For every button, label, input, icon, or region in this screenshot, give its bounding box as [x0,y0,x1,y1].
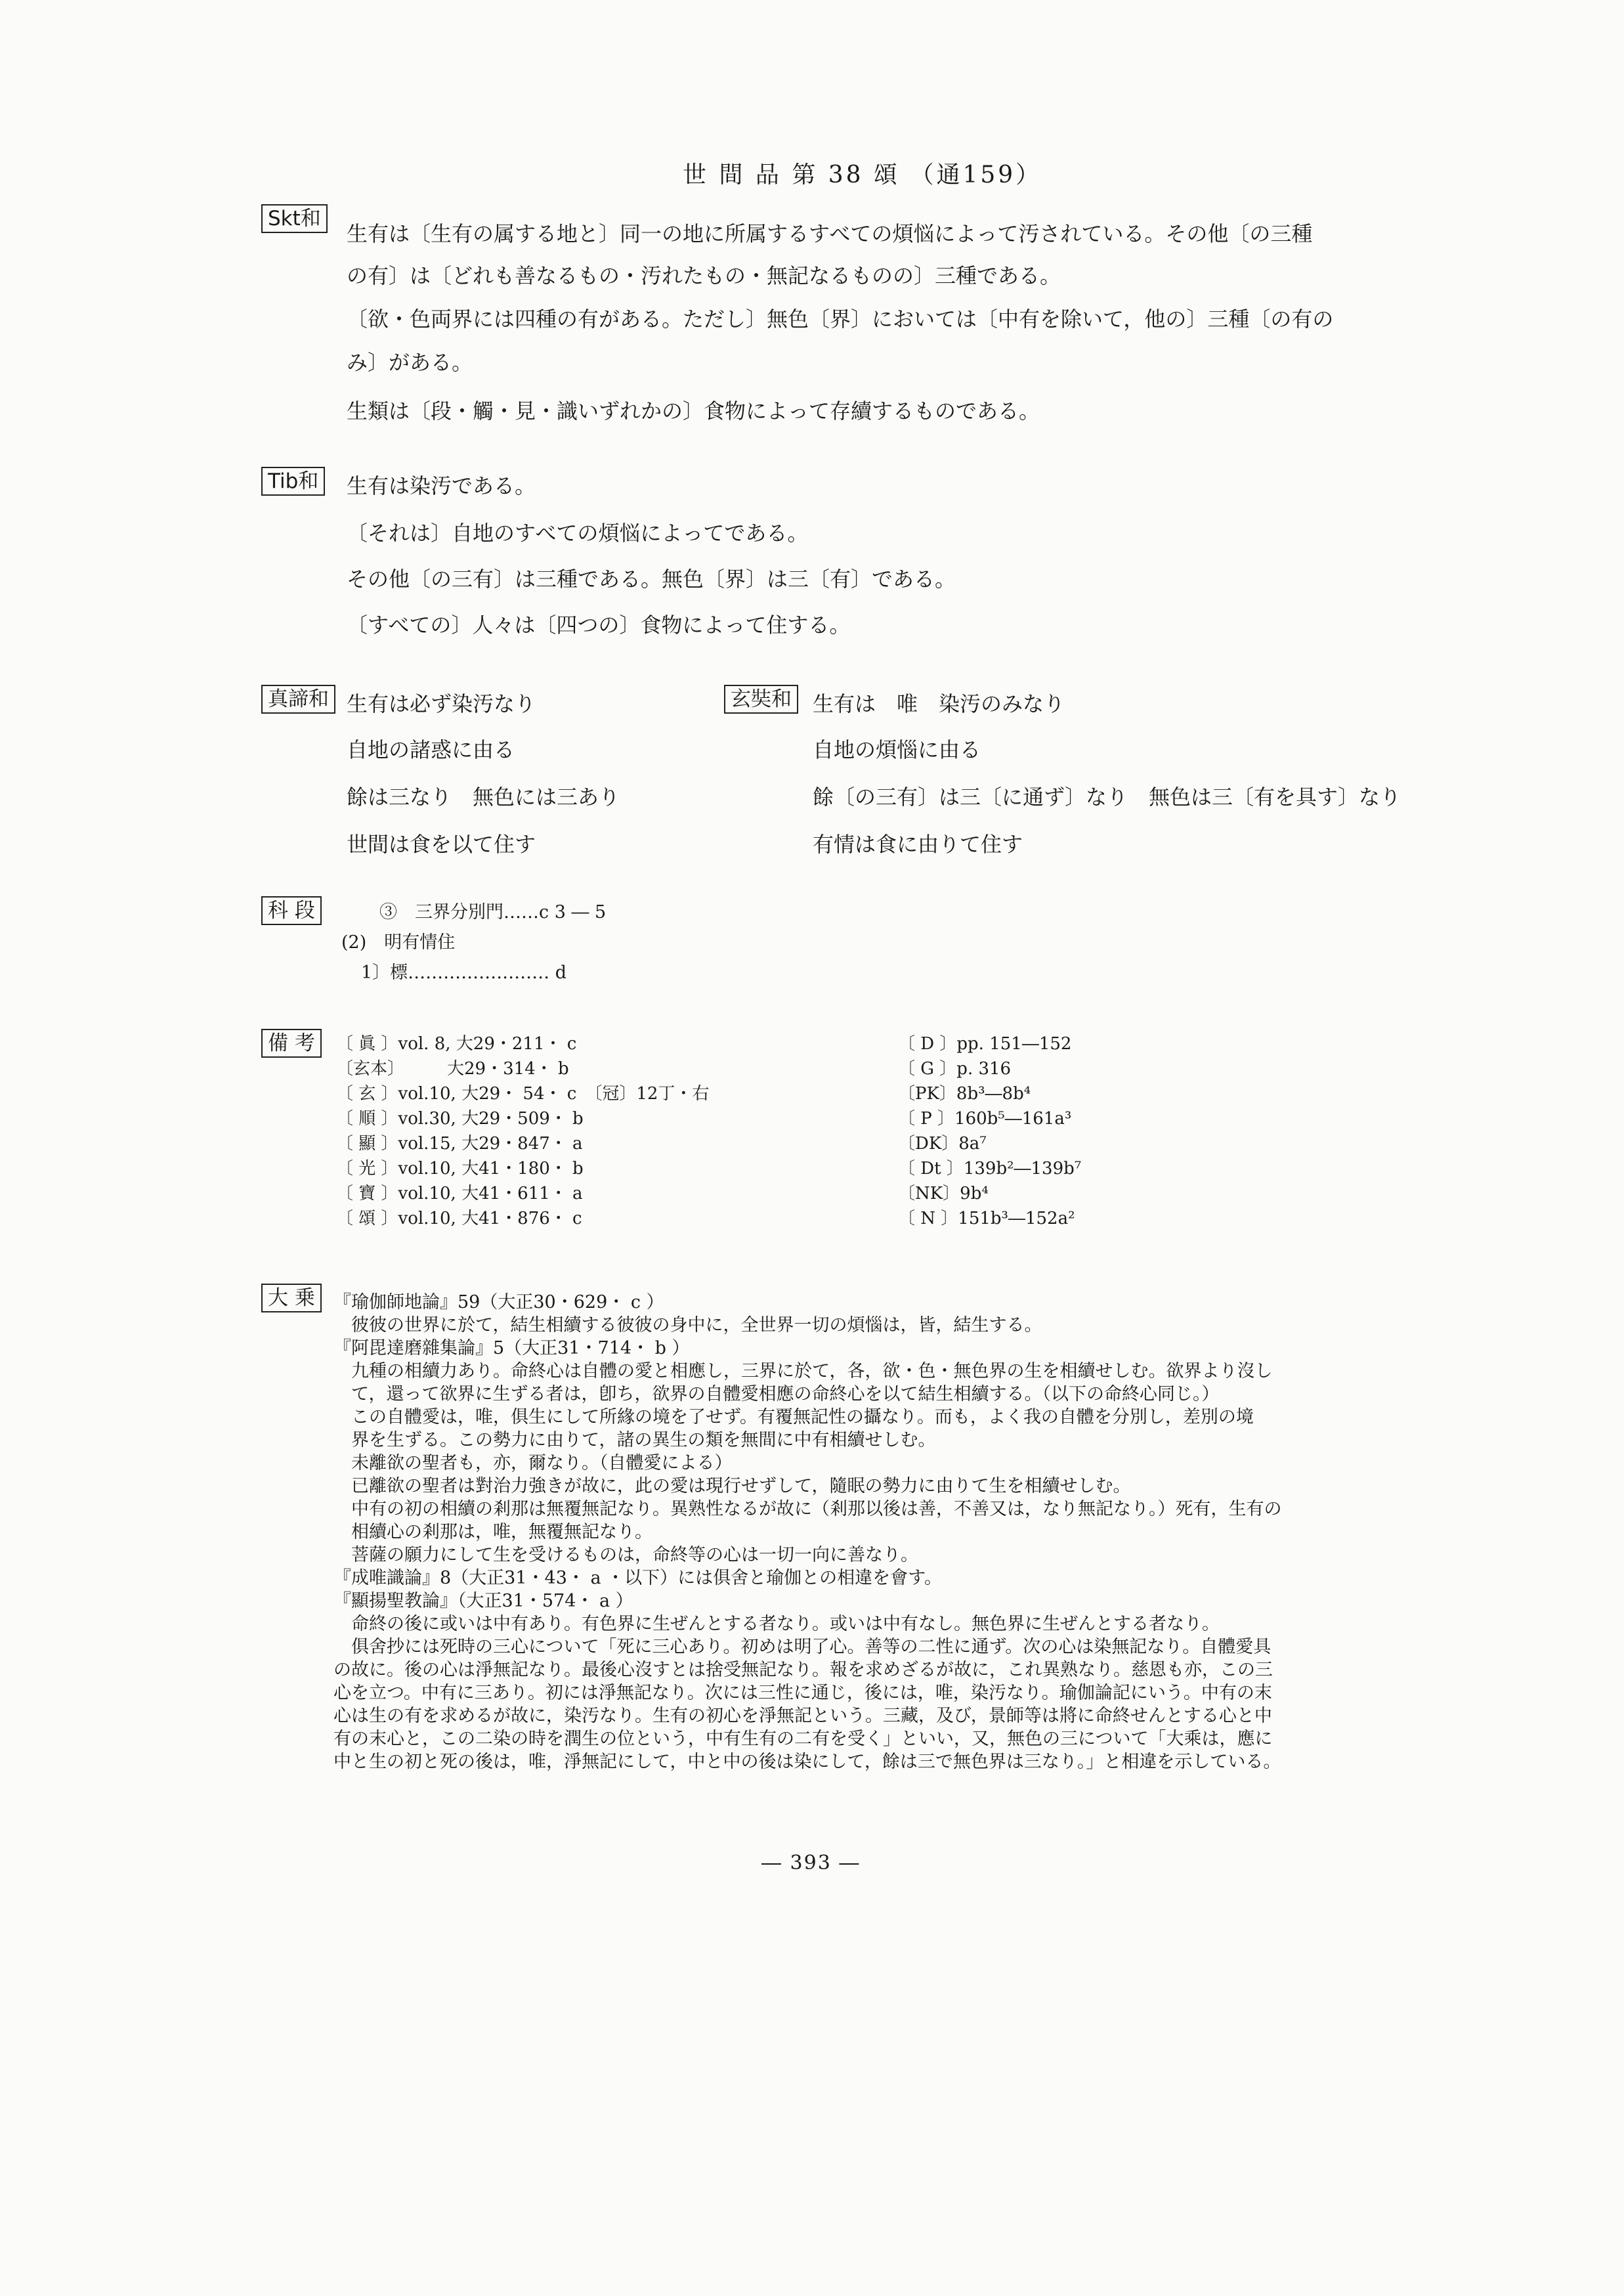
daijo-line: 『成唯識論』8（大正31・43・ a ・以下）には俱舍と瑜伽との相違を會す。 [333,1568,942,1588]
daijo-line: の故に。後の心は淨無記なり。最後心沒すとは捨受無記なり。報を求めざるが故に，これ異熟なり。慈恩も亦，この三 [333,1660,1273,1680]
tib-line: 〔それは〕自地のすべての煩悩によってである。 [347,521,809,546]
shintai-line: 世間は食を以て住す [347,832,536,857]
genjo-line: 餘〔の三有〕は三〔に通ず〕なり 無色は三〔有を具す〕なり [813,785,1401,810]
daijo-line: 『顯揚聖教論』（大正31・574・ a ） [333,1591,633,1611]
biko-ref: 〔 順 〕vol.30, 大29・509・ b [336,1109,584,1129]
daijo-tag: 大 乗 [261,1284,322,1312]
biko-ref: 〔 G 〕p. 316 [898,1059,1012,1079]
daijo-line: 『瑜伽師地論』59（大正30・629・ c ） [333,1292,664,1312]
biko-ref: 〔 N 〕151b³―152a² [898,1209,1075,1228]
daijo-line: 九種の相續力あり。命終心は自體の愛と相應し，三界に於て，各，欲・色・無色界の生を相續せしむ。欲界より沒し [333,1361,1273,1381]
kadan-tag: 科 段 [261,896,322,925]
genjo-tag: 玄奘和 [724,685,798,714]
daijo-line: 中有の初の相續の剎那は無覆無記なり。異熟性なるが故に（剎那以後は善，不善又は，なり無記なり。）死有，生有の [333,1499,1282,1519]
biko-ref: 〔DK〕8a⁷ [898,1134,987,1154]
tib-line: 〔すべての〕人々は〔四つの〕食物によって住する。 [347,613,851,638]
daijo-line: 中と生の初と死の後は，唯，淨無記にして，中と中の後は染にして，餘は三で無色界は三なり。」と相違を示している。 [333,1752,1281,1772]
daijo-line: 有の末心と，この二染の時を潤生の位という，中有生有の二有を受く」といい，又，無色の三について「大乘は，應に [333,1729,1273,1749]
skt-line: 〔欲・色両界には四種の有がある。ただし〕無色〔界〕においては〔中有を除いて，他の〕三種〔の有の [347,307,1334,332]
biko-ref: 〔 顯 〕vol.15, 大29・847・ a [336,1134,583,1154]
skt-tag: Skt和 [261,204,328,233]
genjo-line: 有情は食に由りて住す [813,832,1023,857]
daijo-line: 未離欲の聖者も，亦，爾なり。（自體愛による） [333,1453,733,1473]
shintai-line: 餘は三なり 無色には三あり [347,785,620,810]
tib-tag: Tib和 [261,467,325,496]
tib-line: その他〔の三有〕は三種である。無色〔界〕は三〔有〕である。 [347,567,956,592]
skt-line: み〕がある。 [347,350,473,375]
daijo-line: 已離欲の聖者は對治力強きが故に，此の愛は現行せずして，隨眠の勢力に由りて生を相續せしむ。 [333,1476,1131,1496]
daijo-line: 俱舍抄には死時の三心について「死に三心あり。初めは明了心。善等の二性に通ず。次の心は染無記なり。自體愛具 [333,1637,1271,1657]
biko-tag: 備 考 [261,1029,322,1058]
biko-ref: 〔PK〕8b³―8b⁴ [898,1084,1031,1104]
biko-ref: 〔 Dt 〕139b²―139b⁷ [898,1159,1082,1179]
biko-ref: 〔 光 〕vol.10, 大41・180・ b [336,1159,584,1179]
page-number: ― 393 ― [761,1852,861,1874]
biko-ref: 〔 眞 〕vol. 8, 大29・211・ c [336,1034,577,1054]
kadan-line: (2) 明有情住 [341,932,456,953]
biko-ref: 〔NK〕9b⁴ [898,1184,989,1203]
daijo-line: 相續心の剎那は，唯，無覆無記なり。 [333,1522,652,1542]
shintai-line: 生有は必ず染汚なり [347,691,536,716]
daijo-line: 心は生の有を求めるが故に，染汚なり。生有の初心を淨無記という。三藏，及び，景師等は將に命終せんとする心と中 [333,1706,1272,1726]
biko-ref: 〔 D 〕pp. 151―152 [898,1034,1072,1054]
daijo-line: この自體愛は，唯，俱生にして所緣の境を了せず。有覆無記性の攝なり。而も，よく我の自體を分別し，差別の境 [333,1407,1254,1427]
biko-ref: 〔 頌 〕vol.10, 大41・876・ c [336,1209,582,1228]
daijo-line: 心を立つ。中有に三あり。初には淨無記なり。次には三性に通じ，後には，唯，染汚なり。瑜伽論記にいう。中有の末 [333,1683,1272,1703]
page-title: 世 間 品 第 38 頌 （通159） [683,162,1042,188]
biko-ref: 〔 寶 〕vol.10, 大41・611・ a [336,1184,583,1203]
biko-ref: 〔 玄 〕vol.10, 大29・ 54・ c 〔冠〕12丁・右 [336,1084,710,1104]
skt-line: の有〕は〔どれも善なるもの・汚れたもの・無記なるものの〕三種である。 [347,263,1061,288]
skt-line: 生有は〔生有の属する地と〕同一の地に所属するすべての煩悩によって汚されている。その他〔の三種 [347,221,1313,246]
shintai-line: 自地の諸惑に由る [347,737,515,762]
tib-line: 生有は染汚である。 [347,473,536,498]
daijo-line: て，還って欲界に生ずる者は，卽ち，欲界の自體愛相應の命終心を以て結生相續する。（以下の命終心同じ。） [333,1384,1220,1404]
daijo-line: 『阿毘達磨雜集論』5（大正31・714・ b ） [333,1338,690,1358]
biko-ref: 〔 P 〕160b⁵―161a³ [898,1109,1072,1129]
biko-ref: 〔玄本〕 大29・314・ b [336,1059,569,1079]
kadan-line: 1〕標…………………… d [361,963,567,983]
kadan-line: ③ 三界分別門……c 3 ― 5 [379,902,607,922]
daijo-line: 彼彼の世界に於て，結生相續する彼彼の身中に，全世界一切の煩惱は，皆，結生する。 [333,1315,1042,1335]
genjo-line: 生有は 唯 染汚のみなり [813,691,1065,716]
genjo-line: 自地の煩惱に由る [813,737,981,762]
shintai-tag: 真諦和 [261,685,335,714]
daijo-line: 菩薩の願力にして生を受けるものは，命終等の心は一切一向に善なり。 [333,1545,918,1565]
daijo-line: 命終の後に或いは中有あり。有色界に生ぜんとする者なり。或いは中有なし。無色界に生ぜんとする者なり。 [333,1614,1220,1634]
daijo-line: 界を生ずる。この勢力に由りて，諸の異生の類を無間に中有相續せしむ。 [333,1430,936,1450]
skt-line: 生類は〔段・觸・見・識いずれかの〕食物によって存續するものである。 [347,399,1040,423]
